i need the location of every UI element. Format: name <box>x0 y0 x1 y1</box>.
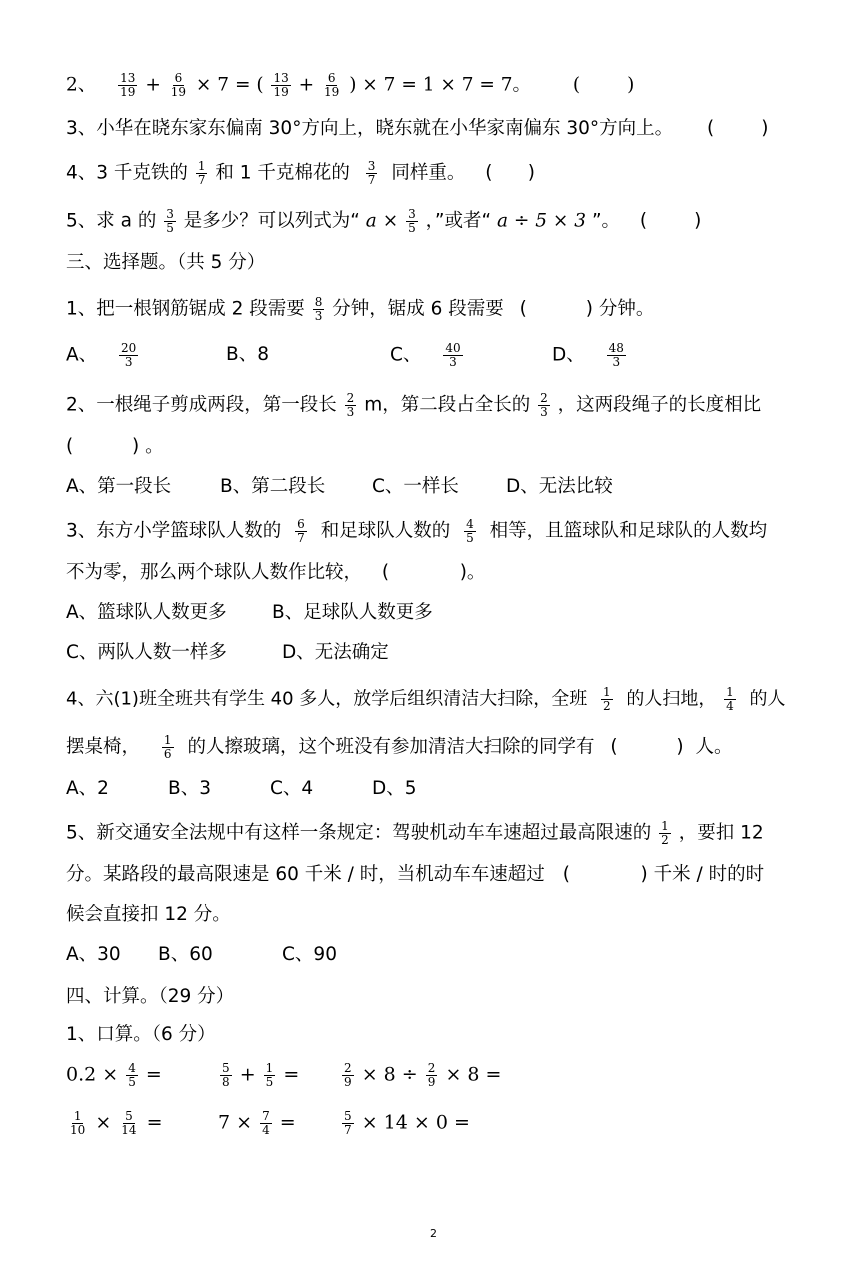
question-text: 3、东方小学篮球队人数的 <box>66 520 282 542</box>
fraction: $\frac{6}{19}$ <box>324 71 340 99</box>
calc-item: $\frac{1}{10}$ × $\frac{5}{14}$ = <box>70 1109 163 1137</box>
question-text: 摆桌椅， <box>66 736 141 758</box>
answer-blank[interactable]: ( ) <box>707 118 769 139</box>
fraction: $\frac{1}{2}$ <box>661 819 669 847</box>
question-text: 4、六(1)班全班共有学生 40 多人，放学后组织清洁大扫除，全班 <box>66 688 588 710</box>
choice-q4-option-a[interactable]: A、2 <box>66 778 109 799</box>
choice-q3-option-a[interactable]: A、篮球队人数更多 <box>66 602 227 623</box>
choice-q5-line3: 候会直接扣 12 分。 <box>66 904 231 925</box>
answer-blank[interactable]: ( ) <box>519 298 593 320</box>
choice-q1-option-c[interactable]: C、 $\frac{40}{3}$ <box>390 341 461 369</box>
choice-q1-option-a[interactable]: A、 $\frac{20}{3}$ <box>66 341 137 369</box>
calc-item: $\frac{5}{7}$ × 14 × 0 = <box>344 1109 470 1137</box>
fraction: $\frac{3}{7}$ <box>367 159 376 187</box>
expression-text: × 7 = ( <box>195 74 264 96</box>
question-text: ，要扣 12 <box>678 822 764 844</box>
choice-q3-line2 <box>66 562 485 584</box>
choice-q2-option-a[interactable]: A、第一段长 <box>66 476 172 497</box>
judge-q5 <box>66 208 701 235</box>
question-text: 5、求 a 的 <box>66 210 157 232</box>
question-number: 2、 <box>66 74 97 96</box>
choice-q4-line2 <box>66 734 733 761</box>
choice-q5-option-c[interactable]: C、90 <box>282 944 337 965</box>
question-text: 2、一根绳子剪成两段，第一段长 <box>66 394 337 416</box>
question-text: 和足球队人数的 <box>320 520 451 542</box>
choice-q2-option-c[interactable]: C、一样长 <box>372 476 459 497</box>
question-text: 的人扫地， <box>626 688 717 710</box>
answer-blank[interactable]: ( ) <box>610 736 684 758</box>
fraction: $\frac{6}{7}$ <box>297 517 305 545</box>
calc-item: $\frac{2}{9}$ × 8 ÷ $\frac{2}{9}$ × 8 = <box>344 1061 502 1089</box>
question-text: 是多少？可以列式为“ <box>183 210 360 232</box>
fraction: $\frac{2}{3}$ <box>540 391 548 419</box>
operator: + <box>145 74 161 96</box>
choice-q2-option-d[interactable]: D、无法比较 <box>506 476 613 497</box>
fraction: $\frac{1}{6}$ <box>163 733 172 761</box>
question-text: 人。 <box>695 736 733 758</box>
question-text: 分钟，锯成 6 段需要 <box>332 298 504 320</box>
question-text: 分钟。 <box>598 298 655 320</box>
question-text: ”。 <box>591 210 621 232</box>
fraction: $\frac{1}{4}$ <box>726 685 734 713</box>
calc-item: 0.2 × $\frac{4}{5}$ = <box>66 1061 162 1089</box>
question-text: 4、3 千克铁的 <box>66 162 188 184</box>
choice-q3-option-d[interactable]: D、无法确定 <box>282 642 389 663</box>
choice-q5-line2 <box>66 864 764 886</box>
question-text: 分。某路段的最高限速是 60 千米 / 时，当机动车车速超过 <box>66 864 545 885</box>
choice-q2-answer-blank[interactable]: ( ) 。 <box>66 436 164 457</box>
question-text: 3、小华在晓东家东偏南 30°方向上，晓东就在小华家南偏东 30°方向上。 <box>66 118 674 139</box>
question-text: 千米 / 时的时 <box>653 864 765 885</box>
choice-q3 <box>66 518 767 545</box>
choice-q1 <box>66 296 654 323</box>
choice-q1-option-b[interactable]: B、8 <box>226 344 269 365</box>
section-heading-choice: 三、选择题。（共 5 分） <box>66 252 266 273</box>
answer-blank[interactable]: ( ) <box>572 74 635 96</box>
fraction: $\frac{1}{2}$ <box>603 685 611 713</box>
question-text: 同样重。 <box>391 162 466 184</box>
choice-q4-option-b[interactable]: B、3 <box>168 778 211 799</box>
math-expression: a ÷ 5 × 3 <box>496 210 587 232</box>
choice-q3-option-b[interactable]: B、足球队人数更多 <box>272 602 433 623</box>
page-number: 2 <box>430 1227 437 1240</box>
choice-q5 <box>66 820 764 847</box>
oral-calc-subheading: 1、口算。（6 分） <box>66 1024 216 1045</box>
choice-q2-option-b[interactable]: B、第二段长 <box>220 476 326 497</box>
question-text: 相等，且篮球队和足球队的人数均 <box>489 520 768 542</box>
choice-q3-option-c[interactable]: C、两队人数一样多 <box>66 642 227 663</box>
question-text: ，”或者“ <box>425 210 492 232</box>
answer-blank[interactable]: ( ) <box>562 864 648 885</box>
choice-q4 <box>66 686 786 713</box>
operator: + <box>298 74 315 96</box>
fraction: $\frac{1}{7}$ <box>197 159 206 187</box>
answer-blank[interactable]: ( )。 <box>381 562 486 583</box>
expression-text: ) × 7 = 1 × 7 = 7。 <box>349 74 532 96</box>
fraction: $\frac{6}{19}$ <box>170 71 187 99</box>
math-expression: a × <box>365 210 399 232</box>
choice-q2 <box>66 392 761 419</box>
choice-q4-option-d[interactable]: D、5 <box>372 778 417 799</box>
question-text: 5、新交通安全法规中有这样一条规定：驾驶机动车车速超过最高限速的 <box>66 822 652 844</box>
question-text: m，第二段占全长的 <box>364 394 531 416</box>
choice-q5-option-a[interactable]: A、30 <box>66 944 121 965</box>
question-text: 的人 <box>749 688 786 710</box>
choice-q4-option-c[interactable]: C、4 <box>270 778 314 799</box>
answer-blank[interactable]: ( ) <box>485 162 535 184</box>
calc-item: 7 × $\frac{7}{4}$ = <box>218 1109 296 1137</box>
answer-blank[interactable]: ( ) <box>639 210 702 232</box>
question-text: 的人擦玻璃，这个班没有参加清洁大扫除的同学有 <box>187 736 595 758</box>
judge-q3 <box>66 118 769 140</box>
choice-q5-option-b[interactable]: B、60 <box>158 944 213 965</box>
fraction: $\frac{2}{3}$ <box>346 391 355 419</box>
judge-q2 <box>66 72 634 99</box>
question-text: 和 1 千克棉花的 <box>215 162 350 184</box>
judge-q4 <box>66 160 535 187</box>
question-text: ，这两段绳子的长度相比 <box>557 394 762 416</box>
fraction: $\frac{3}{5}$ <box>166 207 174 235</box>
choice-q1-option-d[interactable]: D、 $\frac{48}{3}$ <box>552 341 624 369</box>
section-heading-calc: 四、计算。（29 分） <box>66 986 235 1007</box>
fraction: $\frac{4}{5}$ <box>466 517 474 545</box>
fraction: $\frac{13}{19}$ <box>120 71 136 99</box>
question-text: 不为零，那么两个球队人数作比较， <box>66 562 363 583</box>
fraction: $\frac{8}{3}$ <box>314 295 323 323</box>
fraction: $\frac{13}{19}$ <box>273 71 289 99</box>
question-text: 1、把一根钢筋锯成 2 段需要 <box>66 298 305 320</box>
calc-item: $\frac{5}{8}$ + $\frac{1}{5}$ = <box>222 1061 300 1089</box>
fraction: $\frac{3}{5}$ <box>408 207 416 235</box>
